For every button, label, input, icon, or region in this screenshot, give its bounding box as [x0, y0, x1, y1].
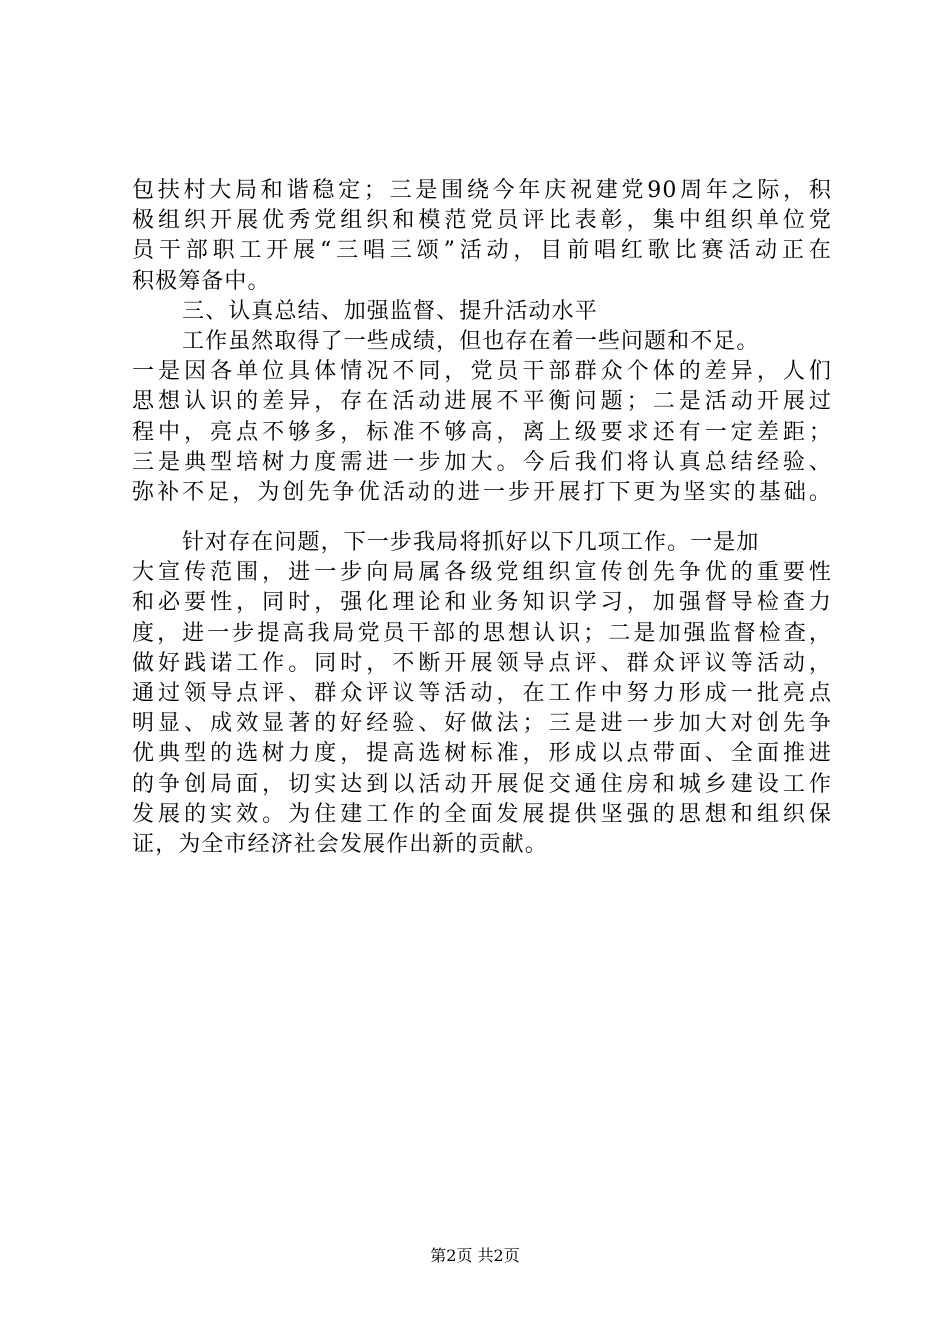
text-line-11: 弥补不足，为创先争优活动的进一步开展打下更为坚实的基础。	[132, 479, 832, 505]
text-line-3: 员干部职工开展“三唱三颂”活动，目前唱红歌比赛活动正在	[132, 238, 832, 264]
text-line-6: 工作虽然取得了一些成绩，但也存在着一些问题和不足。	[182, 328, 760, 354]
text-line-10: 三是典型培树力度需进一步加大。今后我们将认真总结经验、	[132, 449, 832, 475]
document-body	[132, 176, 832, 860]
text-line-19: 优典型的选树力度，提高选树标准，形成以点带面、全面推进	[132, 741, 832, 767]
text-line-15: 度，进一步提高我局党员干部的思想认识；二是加强监督检查，	[132, 620, 832, 646]
text-line-2: 极组织开展优秀党组织和模范党员评比表彰，集中组织单位党	[132, 208, 832, 234]
text-line-16: 做好践诺工作。同时，不断开展领导点评、群众评议等活动，	[132, 650, 832, 676]
text-line-17: 通过领导点评、群众评议等活动，在工作中努力形成一批亮点	[132, 681, 832, 706]
text-line-9: 程中，亮点不够多，标准不够高，离上级要求还有一定差距；	[132, 419, 832, 445]
page-number-label: 第2页 共2页	[430, 1246, 520, 1265]
text-line-8: 思想认识的差异，存在活动进展不平衡问题；二是活动开展过	[132, 389, 832, 415]
text-line-4: 积极筹备中。	[132, 268, 271, 294]
text-line-20: 的争创局面，切实达到以活动开展促交通住房和城乡建设工作	[132, 771, 832, 797]
text-line-21: 发展的实效。为住建工作的全面发展提供坚强的思想和组织保	[132, 801, 832, 827]
text-line-12: 针对存在问题，下一步我局将抓好以下几项工作。一是加	[182, 530, 760, 556]
section-heading: 三、认真总结、加强监督、提升活动水平	[182, 298, 598, 324]
text-line-7: 一是因各单位具体情况不同，党员干部群众个体的差异，人们	[132, 359, 832, 385]
page-footer	[0, 1246, 950, 1266]
text-line-18: 明显、成效显著的好经验、好做法；三是进一步加大对创先争	[132, 711, 832, 737]
text-line-13: 大宣传范围，进一步向局属各级党组织宣传创先争优的重要性	[132, 560, 832, 586]
text-line-22: 证，为全市经济社会发展作出新的贡献。	[132, 831, 548, 857]
text-line-14: 和必要性，同时，强化理论和业务知识学习，加强督导检查力	[132, 590, 832, 616]
text-line-1: 包扶村大局和谐稳定；三是围绕今年庆祝建党90周年之际，积	[132, 178, 832, 203]
